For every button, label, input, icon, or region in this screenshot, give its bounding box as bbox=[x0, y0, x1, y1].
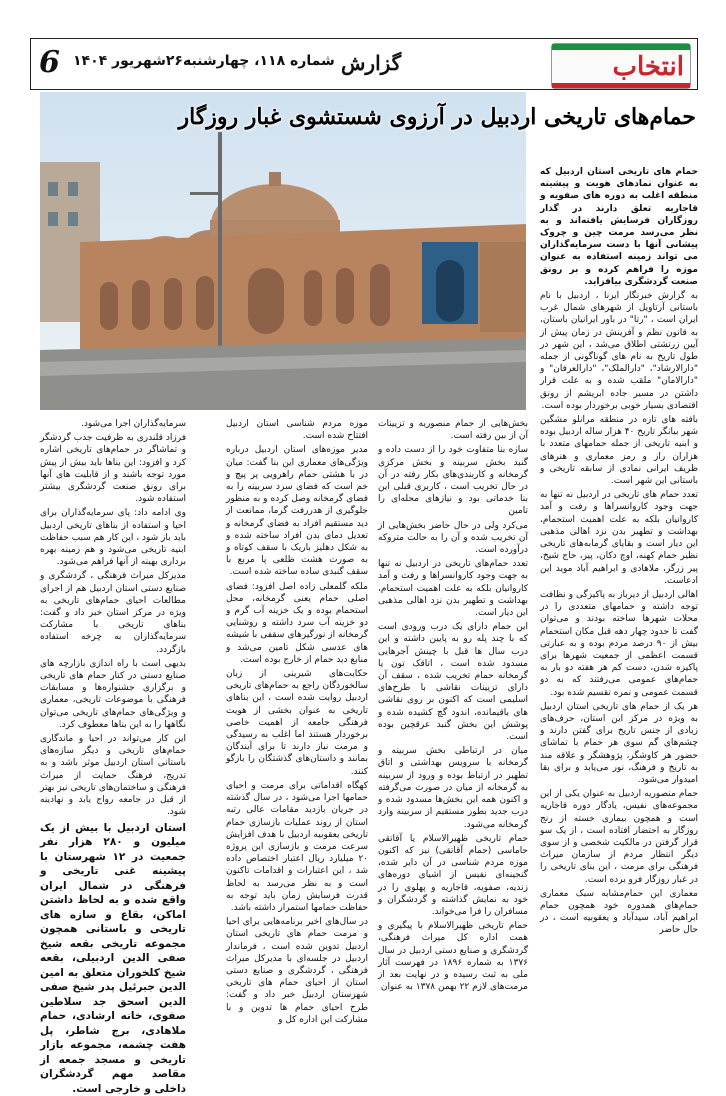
paragraph: تعدد حمام‌های تاریخی در اردبیل نه تنها به جهت وجود کاروانسراها و رفت و آمد کاروانیان بلکه به علت اهمیت استحمام، بهداشت و تطهیر بدن نزد اهالی مذهبی این دیار است. bbox=[378, 558, 528, 619]
newspaper-logo bbox=[551, 43, 691, 89]
paragraph: حکایت‌های شیرینی از زبان سالخوردگان راجع به حمام‌های تاریخی اردبیل روایت شده است ، این بناهای تاریخی به عنوان بخشی از هویت فرهنگی جامعه از اهمیت خاصی برخوردار هستند اما اغلب به رسیدگی و مرمت نیاز دارند تا برای آیندگان بمانند و داستان‌های گذشتگان را بازگو کنند. bbox=[226, 668, 368, 778]
paragraph: موزه مردم شناسی استان اردبیل افتتاح شده است. bbox=[226, 418, 368, 442]
highlight-paragraph: استان اردبیل با بیش از یک میلیون و ۲۸۰ هزار نفر جمعیت در ۱۲ شهرستان با پیشینه غنی تاریخی و فرهنگی در شمال ایران واقع شده و به لحاظ داشتن اماکن، بقاع و سازه های تاریخی و باستانی همچون مجموعه تاریخی بقعه شیخ صفی الدین اردبیلی، بقعه شیخ کلخوران متعلق به امین الدین جبرئیل پدر شیخ صفی الدین اسحق جد سلاطین صفوی، خانه ارشادی، حمام ملاهادی، برج شاطر، پل هفت چشمه، مجموعه بازار تاریخی و مسجد جمعه از مقاصد مهم گردشگران داخلی و خارجی است. bbox=[40, 821, 186, 1096]
paragraph: سرمایه‌گذاران اجرا می‌شود. bbox=[40, 418, 186, 430]
paragraph: بخش‌هایی از حمام منصوریه و تزیینات آن از بین رفته است. bbox=[378, 418, 528, 442]
paragraph: کهگاه اقداماتی برای مرمت و احیای حمامها اجرا می‌شود ، در سال گذشته در جریان بازدید مقامات عالی رتبه استان از روند عملیات بازسازی حمام تاریخی یعقوبیه اردبیل با هدف افزایش سرعت مرمت و بازسازی این پروژه ۲۰ میلیارد ریال اعتبار اختصاص داده شد ، این اعتبارات و اقدامات تاکنون است و به نظر می‌رسد به لحاظ قدرت فرسایش زمان باید توجه به حفاظت حمامها استمرار داشته باشد. bbox=[226, 780, 368, 914]
paragraph: مدیر موزه‌های استان اردبیل درباره ویژگی‌های معماری این بنا گفت: میان در با هشتی حمام راهرویی پر پیچ و خم است که فضای سرد سربینه را به فضای گرمخانه وصل کرده و به منظور جلوگیری از هدررفت گرما، ممانعت از دید مستقیم افراد به فضای گرمخانه و تعدیل دمای بدن افراد ساخته شده و به شکل دهلیز باریک با سقف کوتاه و به صورت هشت ظلعی پا مربع با سقف گنبدی ساده ساخته شده است. bbox=[226, 444, 368, 578]
paragraph: حمام تاریخی ظهیرالاسلام یا آقاتقی حاماسی (حمام آقاتقی) نیز که اکنون موزه مردم شناسی در آن دایر شده، گنجینه‌ای نفیس از اشیای دوره‌های زندیه، صفویه، قاجاریه و پهلوی را در خود به نمایش گذاشته و گردشگران و مسافران را فرا می‌خواند. bbox=[378, 833, 528, 918]
bathhouse-photo-illustration bbox=[40, 92, 526, 410]
section-title: گزارش bbox=[341, 51, 401, 75]
article-column-2 bbox=[378, 418, 528, 1004]
paragraph: بافته های تازه در منطقه مرانلو مشگین شهر بیانگر تاریخ ۴۰ هزار ساله اردبیل بوده و ابنیه تاریخی از جمله حمامهای متعدد با هزاران راز و رمز معماری و هنرهای ظریف ایرانی نمادی از سابقه تاریخی و باستانی این شهر است. bbox=[540, 414, 698, 487]
paragraph: حمام تاریخی ظهیرالاسلام با پیگیری و همت اداره کل میراث فرهنگی، گردشگری و صنایع دستی اردبیل در سال ۱۳۷۶ به شماره ۱۸۹۶ در فهرست آثار ملی به ثبت رسیده و در نهایت بعد از مرمت‌های لازم ۲۲ بهمن ۱۳۷۸ به عنوان bbox=[378, 920, 528, 993]
paragraph: وی ادامه داد: پای سرمایه‌گذاران برای احیا و استفاده از بناهای تاریخی اردبیل باید باز شود ، این کار هم سبب حفاظت ابنیه تاریخی می‌شود و هم زمینه بهره برداری بهینه از آنها فراهم می‌شود. bbox=[40, 507, 186, 568]
paragraph: سازه بنا متفاوت خود را از دست داده و گنبد بخش سربینه و بخش مرکزی گرمخانه و کاربندی‌های بکار رفته در آن در حال تخریب است ، کاربری قبلی این بنا خدماتی بود و نیازهای محله‌ای را تامین bbox=[378, 444, 528, 517]
paragraph: به گزارش خبرنگار ایرنا ، اردبیل با نام باستانی آرتاویل از شهرهای شمال غرب ایران است ، "رتا" در باور ایرانیان باستان، به قانون نظم و آفرینش در زمان پیش از آیین زرتشتی اطلاق می‌شد ، این شهر در طول تاریخ به نام های گوناگونی از جمله "دارالارشاد"، "دارالملک"، "دارالعرفان" و "دارالامان" ملقب شده و به علت قرار داشتن در مسیر جاده ابریشم از رونق اقتصادی بسیار خوبی برخوردار بوده است. bbox=[540, 290, 698, 412]
newspaper-page bbox=[30, 38, 698, 1004]
paragraph: حمام منصوریه اردبیل به عنوان یکی از این مجموعه‌های نفیس، یادگار دوره قاجاریه است و همچون بیماری خسته از رنج روزگار به احتضار افتاده است ، از یک سو قرار گرفتن در مالکیت شخصی و از سوی دیگر انتظار مردم از سازمان میراث فرهنگی برای مرمت ، این بنای تاریخی را در غبار روزگار فرو برده است. bbox=[540, 788, 698, 886]
paragraph: این کار می‌تواند در احیا و ماندگاری حمام‌های تاریخی و دیگر سازه‌های باستانی استان اردبیل موثر باشد و به تدریج، فرهنگ حمایت از میراث فرهنگی و ساختمان‌های تاریخی نیز بهتر از قبل در جامعه رواج یابد و نهادینه شود. bbox=[40, 733, 186, 818]
paragraph: حمام های تاریخی استان اردبیل که به عنوان نمادهای هویت و پیشینه منطقه اغلب به دوره های صفویه و قاجاریه تعلق دارند در گذار روزگاران فرسایش یافته‌اند و به نظر می‌رسد مرمت چین و چروک پیشانی آنها با دست سرمایه‌گذاران می تواند زمینه استفاده به عنوان موزه را فراهم کرده و بر رونق صنعت گردشگری بیافزاید. bbox=[540, 166, 698, 288]
paragraph: بدیهی است با راه اندازی بازارچه های صنایع دستی در کنار حمام های تاریخی و برگزاری جشنواره‌ها و مسابقات فرهنگی با موضوعات تاریخی، معماری و ویژگی‌های حمام‌های تاریخی می‌توان نگاهها را به این بناها معطوف کرد. bbox=[40, 658, 186, 731]
logo-red-stripe bbox=[552, 83, 690, 88]
logo-green-stripe bbox=[552, 44, 690, 50]
paragraph: اهالی اردبیل از دیرباز به پاکیزگی و نظافت توجه داشته و حمامهای متعددی را در محلات شهرها ساخته بودند و می‌توان گفت تا حدود چهار دهه قبل مکان استحمام بیش از ۹۰ درصد مردم بوده و به عبارتی قسمت اعظمی از جمعیت شهرها برای پاکیزه شدن، دست کم هر هفته دو بار به حمام‌های عمومی می‌رفتند که به دو قسمت عمومی و نمره تقسیم شده بود. bbox=[540, 589, 698, 699]
page-number: 6 bbox=[39, 45, 60, 80]
page-header bbox=[30, 38, 698, 90]
article-column-4 bbox=[40, 418, 186, 1004]
paragraph: فرزاد قلندری به ظرفیت جذب گردشگر و تماشاگر در حمام‌های تاریخی اشاره کرد و افزود: این بناها باید بیش از پیش مورد توجه باشند و از قابلیت های آنها برای رونق صنعت گردشگری بیشتر استفاده شود. bbox=[40, 432, 186, 505]
paragraph: مدیرکل میراث فرهنگی ، گردشگری و صنایع دستی استان اردبیل هم از اجرای مطالعات احیای حمام‌های تاریخی به ویژه در مرکز استان خبر داد و گفت: بناهای تاریخی با مشارکت سرمایه‌گذاران به چرخه استفاده بازگردد. bbox=[40, 570, 186, 655]
article-column-1 bbox=[540, 166, 698, 1004]
paragraph: تعدد حمام های تاریخی در اردبیل نه تنها به جهت وجود کاروانسراها و رفت و آمد کاروانیان بلکه به علت اهمیت استحمام، بهداشت و تطهیر بدن نزد اهالی مذهبی این دیار است و بقایای گرمابه‌های تاریخی نظیر حمام کهنه، اوچ دکان، پیر، حاج شیخ، پیر زرگر، ملاهادی و ابراهیم آباد موید این ادعاست. bbox=[540, 489, 698, 587]
paragraph: هر یک از حمام های تاریخی استان اردبیل به ویژه در مرکز این استان، حرف‌های زیادی از جنس تاریخ برای گفتن دارند و چشم‌های گم سوی هر حمام با تماشای حضور هر کاوشگر، پژوهشگر و علاقه مند به تاریخ و فرهنگ، نور می‌یابد و برای بقا امیدوار می‌شود. bbox=[540, 701, 698, 786]
logo-text: انتخاب bbox=[613, 52, 685, 82]
article-column-3 bbox=[226, 418, 368, 1004]
article-headline: حمام‌های تاریخی اردبیل در آرزوی شستشوی غبار روزگار bbox=[178, 104, 696, 130]
paragraph: میان در ارتباطی بخش سربینه و گرمخانه با سرویس بهداشتی و اتاق تطهیر در ارتباط بوده و ورود از سربینه به گرمخانه از میان در صورت می‌گرفته و اکنون همه این بخش‌ها مسدود شده و درب جدید بطور مستقیم از سربینه وارد گرمخانه می‌شود. bbox=[378, 745, 528, 830]
issue-info: شماره ۱۱۸، چهارشنبه۲۶شهریور ۱۴۰۴ bbox=[73, 53, 335, 69]
bathhouse-photo bbox=[40, 92, 526, 410]
paragraph: ملکه گلمعلی زاده اصل افزود: فضای اصلی حمام یعنی گرمخانه، محل استحمام بوده و یک خزینه آب گرم و دو خزینه آب سرد داشته و روشنایی گرمخانه از نورگیرهای سقفی با شیشه های عدسی شکل تامین می‌شد و منابع دید حمام از خارج بوده است. bbox=[226, 581, 368, 666]
paragraph: معماری این حمام‌مشابه سبک معماری حمام‌های همدوره خود همچون حمام ابراهیم آباد، سیدآباد و یعقوبیه است ، در حال حاضر bbox=[540, 888, 698, 937]
paragraph: در سال‌های اخیر برنامه‌هایی برای احیا و مرمت حمام های تاریخی استان اردبیل تدوین شده است ، فرماندار اردبیل در جلسه‌ای با مدیرکل میراث فرهنگی ، گردشگری و صنایع دستی استان از احیای حمام های تاریخی شهرستان اردبیل خبر داد و گفت: طرح احیای حمام ها تدوین و با مشارکت این اداره کل و bbox=[226, 916, 368, 1026]
paragraph: این حمام دارای یک درب ورودی است که با چند پله رو به پایین داشته و این درب سال ها قبل با چینش آجرهایی مسدود شده است ، اتاقک تون یا گرمخانه حمام تخریب شده ، سقف آن دارای تزیینات نقاشی با طرح‌های اسلیمی است که اکنون بر روی نقاشی های باقیمانده، اندود گچ کشیده شده و پوشش این بخش گنبد عرقچین بوده است. bbox=[378, 621, 528, 743]
paragraph: می‌کرد ولی در حال حاضر بخش‌هایی از آن تخریب شده و آن را به حالت متروکه درآورده است. bbox=[378, 520, 528, 557]
